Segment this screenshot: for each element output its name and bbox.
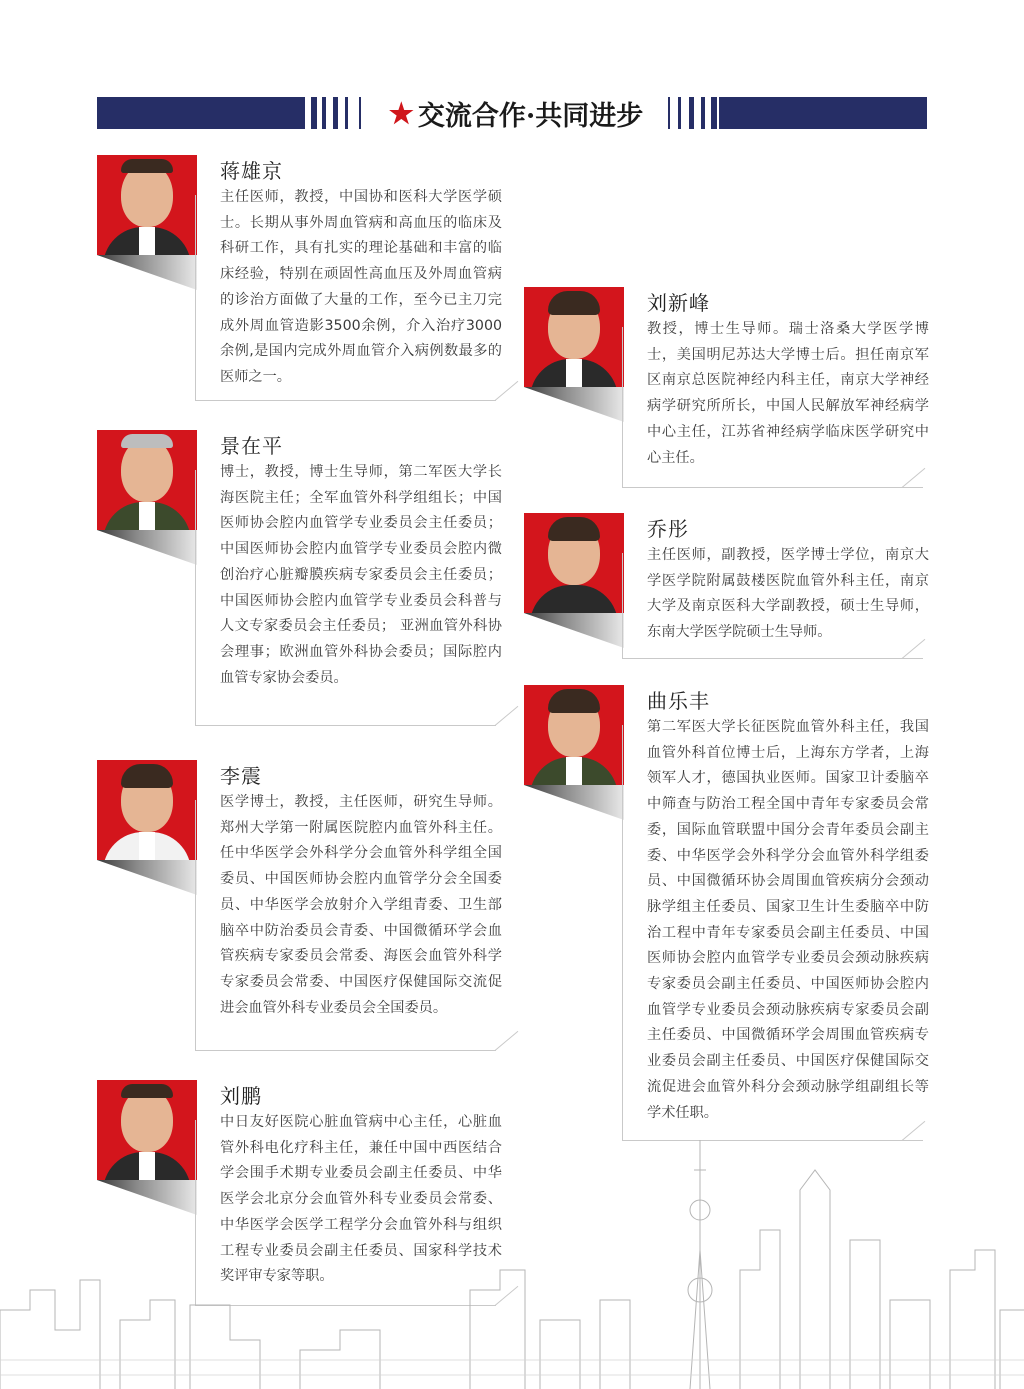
- profile-name: 李震: [220, 764, 262, 788]
- profile-card: [97, 155, 517, 405]
- profile-bio: 主任医师，副教授，医学博士学位，南京大学医学院附属鼓楼医院血管外科主任，南京大学及南京医科大学副教授，硕士生导师，东南大学医学院硕士生导师。: [647, 547, 929, 641]
- header-stripe: [678, 97, 681, 129]
- header-stripe: [311, 97, 317, 129]
- section-title-text: 交流合作·共同进步: [417, 100, 644, 132]
- profile-name: 刘新峰: [647, 291, 710, 315]
- profile-bio: 主任医师，教授，中国协和医科大学医学硕士。长期从事外周血管病和高血压的临床及科研工作，具有扎实的理论基础和丰富的临床经验，特别在顽固性高血压及外周血管病的诊治方面做了大量的工作，至今已主刀完成外周血管造影3500余例，介入治疗3000余例,是国内完成外周血管介入病例数最多的医师之一。: [220, 189, 502, 385]
- profile-name: 蒋雄京: [220, 159, 283, 183]
- profile-name: 景在平: [220, 434, 283, 458]
- city-skyline-illustration: [0, 1130, 1024, 1389]
- profile-card: [97, 760, 517, 1055]
- header-stripe: [322, 97, 326, 129]
- header-stripe: [359, 97, 361, 129]
- portrait-photo: [97, 430, 197, 565]
- section-header: [97, 96, 927, 132]
- header-stripe: [333, 97, 338, 129]
- portrait-photo: [524, 513, 624, 648]
- portrait-photo: [524, 287, 624, 422]
- star-icon: ★: [388, 96, 414, 130]
- profile-card: [97, 430, 517, 730]
- profile-card: [524, 287, 944, 492]
- section-title: [371, 93, 661, 133]
- profile-bio: 医学博士，教授，主任医师，研究生导师。郑州大学第一附属医院腔内血管外科主任。任中华医学会外科学分会血管外科学组全国委员、中国医师协会腔内血管学分会全国委员、中华医学会放射介入学组青委、卫生部脑卒中防治委员会青委、中国微循环学会血管疾病专家委员会常委、海医会血管外科学专家委员会常委、中国医疗保健国际交流促进会血管外科专业委员会全国委员。: [220, 794, 502, 1016]
- header-stripe: [711, 97, 717, 129]
- header-stripe: [345, 97, 348, 129]
- header-stripe: [668, 97, 670, 129]
- portrait-photo: [97, 155, 197, 290]
- portrait-photo: [524, 685, 624, 820]
- profile-bio: 中日友好医院心脏血管病中心主任，心脏血管外科电化疗科主任，兼任中国中西医结合学会围手术期专业委员会副主任委员、中华医学会北京分会血管外科专业委员会常委、中华医学会医学工程学分会血管外科与组织工程专业委员会副主任委员、国家科学技术奖评审专家等职。: [220, 1114, 502, 1285]
- portrait-photo: [97, 760, 197, 895]
- header-band-right: [719, 97, 927, 129]
- profile-bio: 第二军医大学长征医院血管外科主任，我国血管外科首位博士后，上海东方学者，上海领军人才，德国执业医师。国家卫计委脑卒中筛查与防治工程全国中青年专家委员会常委，国际血管联盟中国分会青年委员会副主委、中华医学会外科学分会血管外科学组委员、中国微循环协会周围血管疾病分会颈动脉学组主任委员、国家卫生计生委脑卒中防治工程中青年专家委员会副主任委员、中国医师协会腔内血管学专业委员会颈动脉疾病专家委员会副主任委员、中国医师协会腔内血管学专业委员会颈动脉疾病专家委员会副主任委员、中国微循环学会周围血管疾病专业委员会副主任委员、中国医疗保健国际交流促进会血管外科分会颈动脉学组副组长等学术任职。: [647, 719, 929, 1121]
- profile-card: [524, 685, 944, 1145]
- header-band-left: [97, 97, 305, 129]
- profile-name: 曲乐丰: [647, 689, 710, 713]
- profile-card: [524, 513, 944, 663]
- profile-bio: 博士，教授，博士生导师，第二军医大学长海医院主任；全军血管外科学组组长；中国医师协会腔内血管学专业委员会主任委员；中国医师协会腔内血管学专业委员会腔内微创治疗心脏瓣膜疾病专家委员会主任委员； 中国医师协会腔内血管学专业委员会科普与人文专家委员会主任委员； 亚洲血管外科协会理事；欧洲血管外科协会委员；国际腔内血管专家协会委员。: [220, 464, 502, 686]
- header-stripe: [689, 97, 694, 129]
- profile-name: 乔彤: [647, 517, 689, 541]
- profile-bio: 教授，博士生导师。瑞士洛桑大学医学博士，美国明尼苏达大学博士后。担任南京军区南京总医院神经内科主任，南京大学神经病学研究所所长，中国人民解放军神经病学中心主任，江苏省神经病学临床医学研究中心主任。: [647, 321, 929, 466]
- header-stripe: [701, 97, 705, 129]
- profile-name: 刘鹏: [220, 1084, 262, 1108]
